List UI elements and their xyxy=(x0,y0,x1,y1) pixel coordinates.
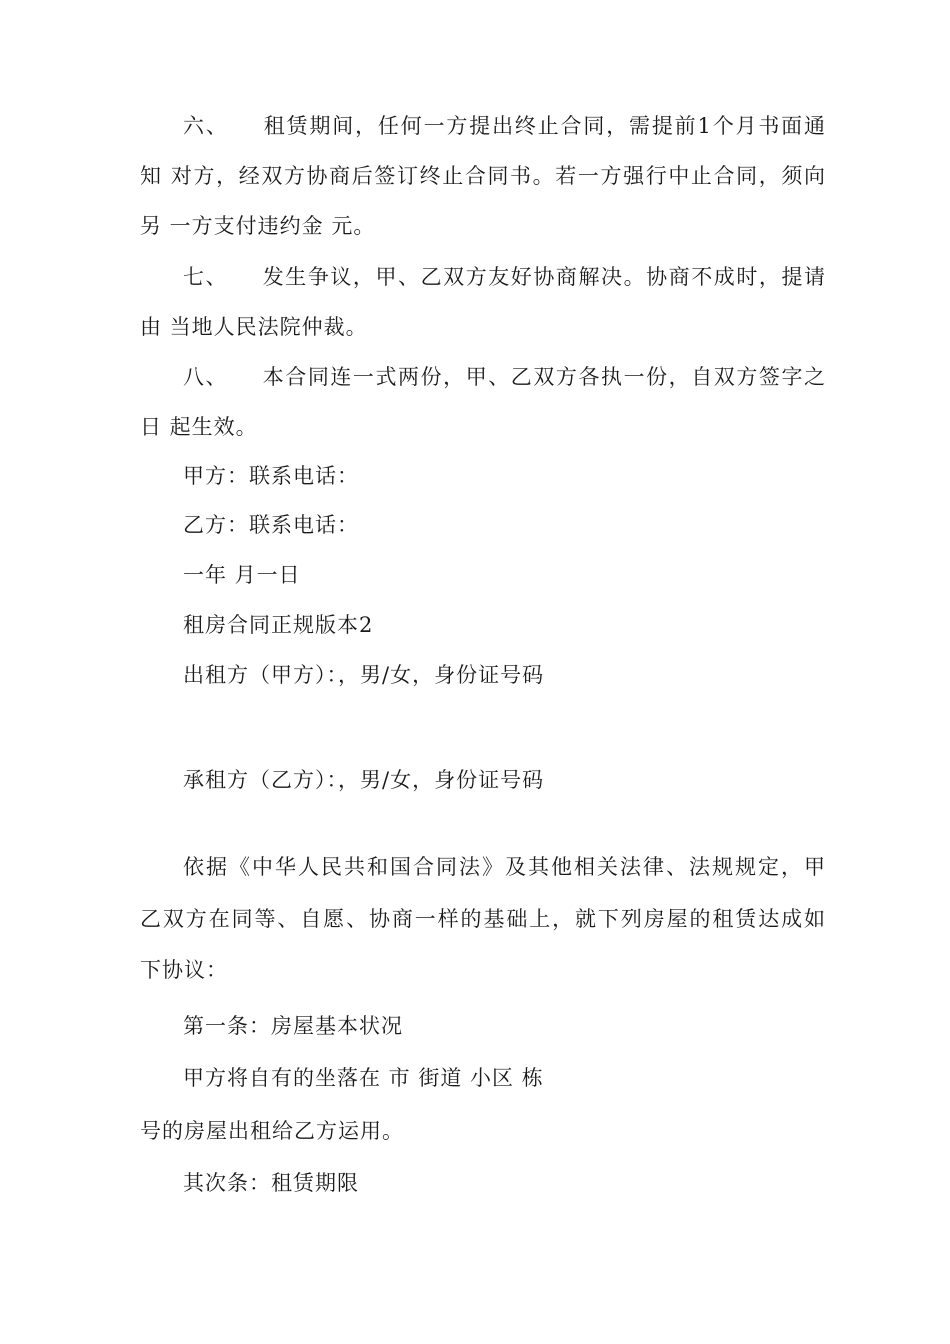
article-2-heading: 其次条：租赁期限 xyxy=(183,1171,359,1195)
clause-6-line-2: 知 对方，经双方协商后签订终止合同书。若一方强行中止合同，须向 xyxy=(140,164,826,188)
lessee-line: 承租方（乙方）：，男/女，身份证号码 xyxy=(183,768,545,792)
article-1-line-1: 甲方将自有的坐落在 市 街道 小区 栋 xyxy=(183,1066,544,1090)
preamble-line-1: 依据《中华人民共和国合同法》及其他相关法律、法规规定，甲 xyxy=(183,855,826,879)
preamble-line-3: 下协议： xyxy=(140,958,228,982)
clause-6-line-1: 六、 租赁期间，任何一方提出终止合同，需提前1个月书面通 xyxy=(183,114,826,138)
clause-8-line-1: 八、 本合同连一式两份，甲、乙双方各执一份，自双方签字之 xyxy=(183,365,826,389)
clause-7-line-1: 七、 发生争议，甲、乙双方友好协商解决。协商不成时，提请 xyxy=(183,265,826,289)
preamble-line-2: 乙双方在同等、自愿、协商一样的基础上，就下列房屋的租赁达成如 xyxy=(140,907,826,931)
lessor-line: 出租方（甲方）：，男/女，身份证号码 xyxy=(183,663,545,687)
contract-title: 租房合同正规版本2 xyxy=(183,613,374,637)
article-1-line-2: 号的房屋出租给乙方运用。 xyxy=(140,1119,404,1143)
signing-date: 一年 月一日 xyxy=(183,563,301,587)
party-a-signature: 甲方：联系电话： xyxy=(183,464,359,488)
party-b-signature: 乙方：联系电话： xyxy=(183,513,359,537)
clause-7-line-2: 由 当地人民法院仲裁。 xyxy=(140,315,368,339)
article-1-heading: 第一条：房屋基本状况 xyxy=(183,1014,403,1038)
clause-8-line-2: 日 起生效。 xyxy=(140,415,258,439)
clause-6-line-3: 另 一方支付违约金 元。 xyxy=(140,214,376,238)
